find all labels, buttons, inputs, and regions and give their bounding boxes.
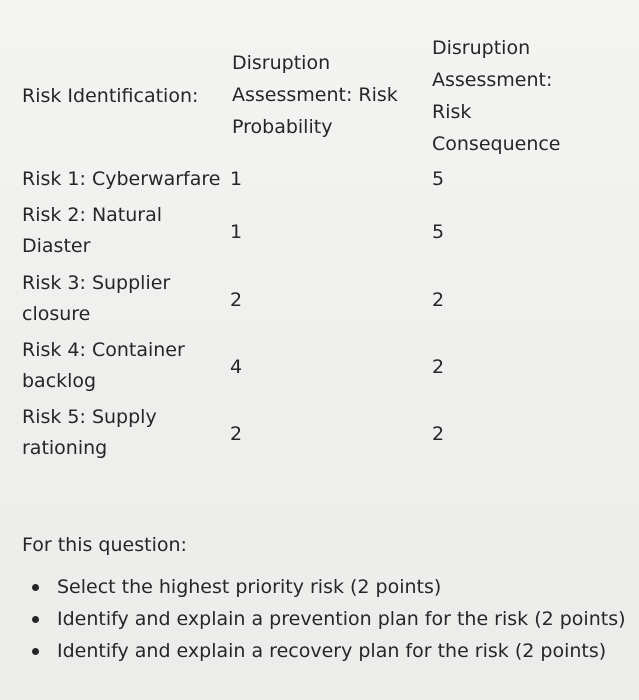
table-row xyxy=(22,268,170,330)
table-row xyxy=(22,164,220,195)
header-line: Risk xyxy=(432,101,472,123)
bullet-text: Identify and explain a recovery plan for the risk (2 points) xyxy=(57,640,607,662)
bullet-icon xyxy=(32,584,39,591)
header-line: Assessment: Risk xyxy=(232,84,398,106)
header-line: Disruption xyxy=(432,37,531,59)
question-bullet-list xyxy=(0,571,626,667)
risk-consequence-value: 2 xyxy=(432,289,445,311)
header-line: Probability xyxy=(232,116,333,138)
risk-probability-value: 1 xyxy=(230,168,243,190)
bullet-text: Select the highest priority risk (2 points) xyxy=(57,576,442,598)
bullet-icon xyxy=(32,648,39,655)
header-risk-identification: Risk Identification: xyxy=(22,85,199,107)
bullet-icon xyxy=(32,616,39,623)
risk-name: Risk 1: Cyberwarfare xyxy=(22,168,221,190)
bullet-text: Identify and explain a prevention plan for the risk (2 points) xyxy=(57,608,626,630)
risk-name: Risk 2: Natural xyxy=(22,204,163,226)
list-item xyxy=(0,635,626,667)
risk-consequence-value: 5 xyxy=(432,221,445,243)
question-intro: For this question: xyxy=(22,534,187,556)
header-line: Consequence xyxy=(432,133,561,155)
risk-name: closure xyxy=(22,303,91,325)
risk-probability-value: 2 xyxy=(230,289,243,311)
list-item xyxy=(0,603,626,635)
header-risk-probability xyxy=(232,47,398,143)
table-row xyxy=(22,335,185,397)
risk-consequence-value: 2 xyxy=(432,423,445,445)
risk-name: backlog xyxy=(22,370,97,392)
risk-name: Risk 5: Supply xyxy=(22,406,157,428)
risk-name: Risk 4: Container xyxy=(22,339,185,361)
risk-name: Risk 3: Supplier xyxy=(22,272,171,294)
header-line: Disruption xyxy=(232,52,331,74)
table-row xyxy=(22,200,162,262)
list-item xyxy=(0,571,626,603)
header-risk-consequence xyxy=(432,32,561,160)
table-row xyxy=(22,402,157,464)
risk-consequence-value: 2 xyxy=(432,356,445,378)
risk-consequence-value: 5 xyxy=(432,168,445,190)
risk-name: Diaster xyxy=(22,235,91,257)
risk-probability-value: 4 xyxy=(230,356,243,378)
risk-probability-value: 1 xyxy=(230,221,243,243)
header-line: Assessment: xyxy=(432,69,553,91)
risk-name: rationing xyxy=(22,437,108,459)
risk-probability-value: 2 xyxy=(230,423,243,445)
